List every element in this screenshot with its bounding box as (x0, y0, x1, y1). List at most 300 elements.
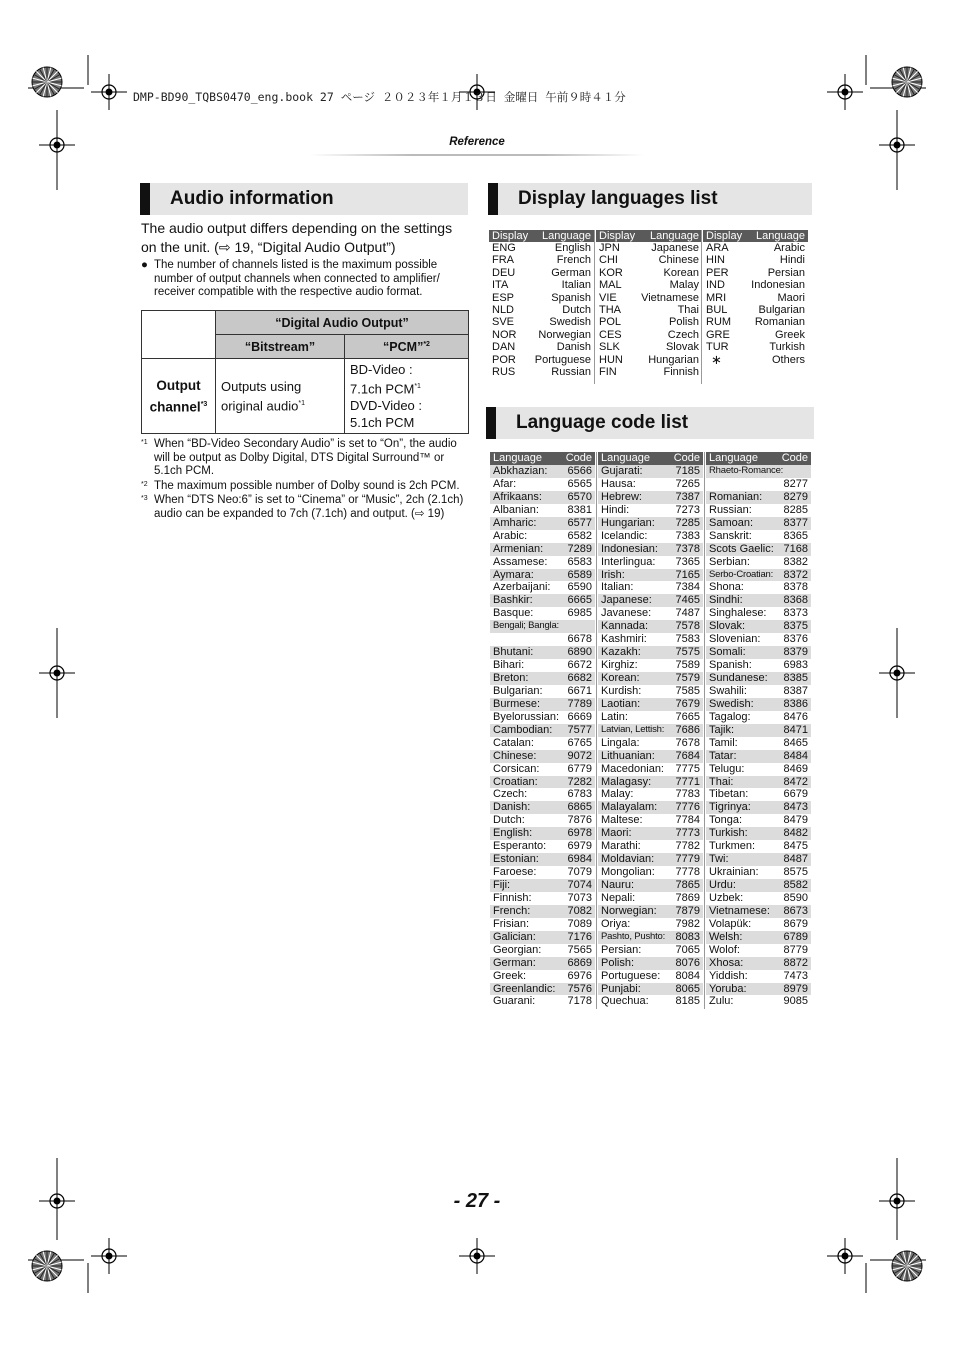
language-name: Breton: (493, 672, 529, 684)
display-code: FIN (599, 366, 617, 379)
language-code-row (598, 944, 703, 957)
language-code-row (490, 581, 595, 594)
language-code: 7583 (675, 633, 700, 646)
language-name: Twi: (709, 853, 729, 866)
language-code-row (598, 918, 703, 931)
language-code: 6983 (783, 659, 808, 672)
language-code: 8185 (675, 995, 700, 1008)
language-code-row (706, 763, 811, 776)
display-languages-column (703, 230, 808, 366)
language-code-row (598, 892, 703, 905)
display-languages-column (489, 230, 594, 378)
note-3-text: When “DTS Neo:6” is set to “Cinema” or “Music”, 2ch (2.1ch) audio can be expanded to 7ch (7.1ch) and output. (⇨ 19) (154, 494, 464, 520)
audio-output-table (141, 310, 469, 434)
language-name: Hausa: (601, 477, 636, 490)
display-code: ∗ (711, 351, 722, 367)
language-name: Norwegian: (601, 904, 657, 917)
language-name: Aymara: (493, 568, 534, 581)
language-code-row (598, 698, 703, 711)
language-code-row (490, 944, 595, 957)
display-language-row (489, 267, 594, 279)
language-code-row (706, 957, 811, 970)
language-code: 6671 (567, 684, 592, 697)
language-code: 7684 (675, 749, 700, 762)
language-code-row (490, 905, 595, 918)
pcm-label: “PCM” (383, 339, 424, 354)
language-name: Turkmen: (709, 840, 756, 853)
language-code-row (490, 698, 595, 711)
language-name: Gujarati: (601, 465, 643, 477)
language-code: 7678 (675, 736, 700, 749)
language-code-row (598, 853, 703, 866)
display-code: NOR (492, 328, 517, 341)
language-code-row (598, 607, 703, 620)
language-name: Samoan: (709, 516, 754, 529)
language-code-row (598, 776, 703, 789)
display-language-name: Others (771, 353, 805, 366)
section-reference: Reference (449, 136, 505, 148)
display-code: POR (492, 353, 516, 366)
language-code-row (706, 995, 811, 1008)
display-language-row (596, 242, 702, 254)
language-name: Turkish: (709, 827, 748, 840)
language-code: 6979 (567, 840, 592, 853)
display-code: IND (706, 279, 725, 292)
audio-notes (141, 438, 471, 522)
language-code-row (490, 504, 595, 517)
code-header-label: Code (781, 452, 808, 464)
language-code-column (598, 452, 703, 1008)
language-code: 8375 (783, 620, 808, 633)
language-name: Tatar: (709, 749, 737, 762)
language-code: 7487 (675, 607, 700, 620)
language-code: 8385 (783, 672, 808, 684)
language-code-row (706, 814, 811, 827)
language-code-column (706, 452, 811, 1008)
language-header-label: Language (709, 452, 758, 464)
display-language-row (703, 316, 808, 328)
language-code-row (490, 776, 595, 789)
note-3-mark: *3 (141, 495, 148, 503)
display-code: MAL (599, 279, 622, 292)
language-code: 7665 (675, 710, 700, 723)
display-language-name: Norwegian (538, 328, 591, 341)
language-name: Esperanto: (493, 840, 547, 853)
display-language-name: Thai (677, 304, 699, 317)
note-2 (141, 480, 471, 494)
language-code-row (598, 594, 703, 607)
display-language-name: Maori (777, 291, 805, 304)
language-code-row (490, 659, 595, 672)
language-code: 6783 (567, 788, 592, 801)
language-code: 8373 (783, 607, 808, 620)
language-code: 7079 (567, 866, 592, 879)
language-name: Byelorussian: (493, 710, 560, 723)
language-name: Thai: (709, 775, 734, 788)
language-name: Armenian: (493, 542, 544, 555)
language-code-row (598, 801, 703, 814)
language-code-row (490, 594, 595, 607)
language-code: 7771 (675, 775, 700, 788)
display-code: BUL (706, 304, 728, 317)
language-name: Ukrainian: (709, 866, 759, 879)
display-language-name: Spanish (551, 291, 591, 304)
language-name: Afar: (493, 477, 517, 490)
language-code: 8379 (783, 646, 808, 659)
language-name: Latvian, Lettish: (601, 723, 665, 735)
pcm-bd-sup: *1 (414, 383, 421, 390)
language-name: Malayalam: (601, 801, 658, 814)
display-language-row (703, 279, 808, 291)
language-name: Sundanese: (709, 672, 768, 684)
language-code-row (706, 944, 811, 957)
language-code: 7176 (567, 930, 592, 943)
language-name: Latin: (601, 710, 628, 723)
language-name: English: (493, 827, 533, 840)
language-code: 7365 (675, 555, 700, 568)
language-code-row (706, 724, 811, 737)
language-code-row (490, 478, 595, 491)
language-code-row (706, 517, 811, 530)
display-language-name: Italian (561, 279, 591, 292)
note-1-text: When “BD-Video Secondary Audio” is set to “On”, the audio will be output as Dolby Digital, DTS Digital Surround™ or 5.1ch PCM. (154, 438, 457, 478)
language-code: 6869 (567, 956, 592, 969)
color-wheel-icon (892, 67, 922, 97)
language-name: Bashkir: (493, 594, 533, 607)
display-language-name: Arabic (773, 242, 805, 254)
print-header: DMP-BD90_TQBS0470_eng.book 27 ページ ２０２３年１月１３日 金曜日 午前９時４１分 (133, 90, 626, 104)
language-name: Maltese: (601, 814, 643, 827)
language-code: 7265 (675, 477, 700, 490)
display-language-name: French (556, 254, 591, 267)
language-name: Kurdish: (601, 684, 642, 697)
language-name: Zulu: (709, 995, 734, 1008)
language-code: 8471 (783, 723, 808, 736)
language-code: 7285 (675, 516, 700, 529)
column-divider (701, 230, 702, 384)
language-code-row (706, 543, 811, 556)
display-code: RUS (492, 366, 516, 379)
language-name: Uzbek: (709, 891, 744, 904)
language-code: 7473 (783, 969, 808, 982)
language-name: Bulgarian: (493, 684, 543, 697)
language-name: Yoruba: (709, 982, 747, 995)
language-name: Azerbaijani: (493, 581, 551, 594)
display-language-name: Dutch (562, 304, 591, 317)
display-language-row (489, 341, 594, 353)
language-code: 8381 (567, 503, 592, 516)
language-code: 7282 (567, 775, 592, 788)
language-code: 8479 (783, 814, 808, 827)
language-code-row (598, 970, 703, 983)
language-name: Afrikaans: (493, 490, 542, 503)
display-language-row (703, 242, 808, 254)
display-code: VIE (599, 291, 617, 304)
language-name: Basque: (493, 607, 534, 620)
pcm-bd-value (350, 378, 463, 397)
language-name: Burmese: (493, 697, 541, 710)
language-code-row (598, 685, 703, 698)
language-name: Fiji: (493, 879, 511, 891)
display-language-row (489, 279, 594, 291)
language-code-row (490, 607, 595, 620)
language-code-row (490, 750, 595, 763)
display-code: ESP (492, 291, 515, 304)
language-code: 8590 (783, 891, 808, 904)
display-language-row (489, 329, 594, 341)
language-code-row (598, 517, 703, 530)
language-header-label: Language (601, 452, 650, 464)
language-name: Tonga: (709, 814, 743, 827)
language-code: 7383 (675, 529, 700, 542)
language-code-row (598, 879, 703, 892)
language-code: 7779 (675, 853, 700, 866)
display-code: POL (599, 316, 622, 329)
language-code: 8277 (783, 477, 808, 490)
language-code: 7784 (675, 814, 700, 827)
language-code: 6570 (567, 490, 592, 503)
language-name: Danish: (493, 801, 531, 814)
language-code-row (706, 788, 811, 801)
language-name: Hindi: (601, 503, 630, 516)
display-language-row (703, 354, 808, 366)
language-name: Javanese: (601, 607, 652, 620)
language-code: 8372 (783, 568, 808, 581)
note-2-mark: *2 (141, 480, 148, 488)
language-code: 7589 (675, 659, 700, 672)
display-language-row (596, 279, 702, 291)
audio-bullet (141, 259, 466, 300)
code-header-label: Code (565, 452, 592, 464)
language-code-row (706, 776, 811, 789)
note-3 (141, 494, 471, 521)
language-code-row (706, 866, 811, 879)
language-code-row (490, 827, 595, 840)
language-code: 7686 (675, 723, 700, 736)
language-code: 8084 (675, 969, 700, 982)
language-name: Amharic: (493, 516, 537, 529)
language-code: 6865 (567, 801, 592, 814)
language-code-row (490, 646, 595, 659)
language-code: 6565 (567, 477, 592, 490)
language-name: Frisian: (493, 917, 530, 930)
language-code-row (598, 478, 703, 491)
language-name: Malay: (601, 788, 634, 801)
language-column-header: Language (746, 230, 808, 242)
language-name: Volapük: (709, 917, 752, 930)
language-name: Lithuanian: (601, 749, 655, 762)
display-code: HUN (599, 353, 623, 366)
language-name: Interlingua: (601, 555, 656, 568)
language-name: Chinese: (493, 749, 537, 762)
language-name: Kannada: (601, 620, 649, 633)
display-language-name: English (554, 242, 591, 254)
language-name: Yiddish: (709, 969, 748, 982)
display-language-name: Romanian (754, 316, 805, 329)
display-language-row (703, 329, 808, 341)
display-language-name: Polish (669, 316, 699, 329)
language-name: Tibetan: (709, 788, 749, 801)
language-code-row (598, 646, 703, 659)
language-code-row (490, 814, 595, 827)
display-language-row (596, 354, 702, 366)
language-code: 7065 (675, 943, 700, 956)
digital-audio-output-header: “Digital Audio Output” (216, 311, 469, 335)
language-code: 8779 (783, 943, 808, 956)
language-code-row (490, 543, 595, 556)
language-name: Russian: (709, 503, 752, 516)
language-code-row (706, 931, 811, 944)
language-code-row (706, 737, 811, 750)
language-code-row (706, 853, 811, 866)
language-code-row (706, 685, 811, 698)
language-code: 6672 (567, 659, 592, 672)
language-name: Slovak: (709, 620, 746, 633)
display-code: FRA (492, 254, 514, 267)
color-wheel-icon (892, 1251, 922, 1281)
language-code: 8469 (783, 762, 808, 775)
color-wheel-icon (32, 67, 62, 97)
language-code-row (598, 672, 703, 685)
display-code: CHI (599, 254, 618, 267)
column-divider (596, 452, 597, 1009)
language-code: 7579 (675, 672, 700, 684)
language-code-row (706, 983, 811, 996)
language-code: 7879 (675, 904, 700, 917)
language-name: Shona: (709, 581, 744, 594)
display-language-row (489, 292, 594, 304)
language-code: 6582 (567, 529, 592, 542)
display-language-name: Portuguese (534, 353, 591, 366)
language-name: Wolof: (709, 943, 740, 956)
language-code-row (598, 659, 703, 672)
language-name: Assamese: (493, 555, 548, 568)
bullet-text: The number of channels listed is the maximum possible number of output channels when connected to amplifier/ receiver compatible with the respective audio format. (154, 259, 440, 299)
language-name: Vietnamese: (709, 904, 770, 917)
display-language-row (596, 304, 702, 316)
language-name: Greenlandic: (493, 982, 556, 995)
language-code: 7585 (675, 684, 700, 697)
language-name: Abkhazian: (493, 465, 548, 477)
color-wheel-icon (32, 1251, 62, 1281)
language-code-row (598, 581, 703, 594)
language-code-heading: Language code list (486, 407, 814, 439)
language-code: 6890 (567, 646, 592, 659)
language-name: Faroese: (493, 866, 537, 879)
language-code: 8083 (675, 930, 700, 943)
display-language-name: Danish (556, 341, 591, 354)
display-code: GRE (706, 328, 730, 341)
language-code: 8979 (783, 982, 808, 995)
language-name: Nepali: (601, 891, 636, 904)
display-code: PER (706, 266, 729, 279)
language-name: Portuguese: (601, 969, 661, 982)
language-name: Spanish: (709, 659, 752, 672)
language-code: 7289 (567, 542, 592, 555)
language-code-row (706, 646, 811, 659)
language-name: Dutch: (493, 814, 525, 827)
language-code: 6985 (567, 607, 592, 620)
pcm-bd-label: BD-Video : (350, 362, 413, 377)
language-name: Mongolian: (601, 866, 655, 879)
language-code-row (598, 827, 703, 840)
output-channel-label (142, 359, 216, 434)
language-code-header (490, 452, 595, 465)
language-code-row (706, 698, 811, 711)
language-name: Indonesian: (601, 542, 658, 555)
display-language-name: Korean (663, 266, 699, 279)
language-code-row (490, 983, 595, 996)
display-language-name: Greek (775, 328, 805, 341)
pcm-cell (345, 359, 469, 434)
language-code: 8673 (783, 904, 808, 917)
display-code: HIN (706, 254, 725, 267)
language-code-row (490, 737, 595, 750)
display-code: NLD (492, 304, 515, 317)
display-language-name: Persian (767, 266, 805, 279)
display-language-row (703, 267, 808, 279)
language-code: 8487 (783, 853, 808, 866)
language-name: Swahili: (709, 684, 747, 697)
display-code: ARA (706, 242, 729, 254)
display-column-header: Display (596, 230, 638, 242)
language-code-row (598, 814, 703, 827)
language-code: 8475 (783, 840, 808, 853)
language-name: Irish: (601, 568, 625, 581)
language-code: 7576 (567, 982, 592, 995)
language-code-row (706, 633, 811, 646)
language-name: Catalan: (493, 736, 534, 749)
language-code-row (598, 633, 703, 646)
language-name: Welsh: (709, 930, 743, 943)
language-code-row (490, 465, 595, 478)
display-language-row (703, 254, 808, 266)
language-code-row (490, 685, 595, 698)
language-code-row (706, 750, 811, 763)
language-code-row (706, 892, 811, 905)
language-code-row (490, 672, 595, 685)
language-code-row (598, 866, 703, 879)
language-code-row (706, 905, 811, 918)
language-name: Guarani: (493, 995, 536, 1008)
display-code: THA (599, 304, 621, 317)
language-code: 8575 (783, 866, 808, 879)
display-language-row (596, 366, 702, 378)
language-name: Tajik: (709, 723, 735, 736)
language-code: 8378 (783, 581, 808, 594)
bitstream-cell-text: Outputs using original audio (221, 379, 302, 414)
language-name: Serbo-Croatian: (709, 568, 774, 580)
language-code-row (598, 905, 703, 918)
corner-cell (142, 311, 216, 359)
language-code-row (706, 840, 811, 853)
language-code: 6984 (567, 853, 592, 866)
display-column-header: Display (703, 230, 746, 242)
language-code-row (706, 504, 811, 517)
language-code: 7165 (675, 568, 700, 581)
language-code-row (490, 892, 595, 905)
display-language-name: Turkish (769, 341, 805, 354)
language-code: 8582 (783, 879, 808, 891)
language-code-row (490, 763, 595, 776)
display-code: SVE (492, 316, 515, 329)
language-code: 7775 (675, 762, 700, 775)
display-language-row (489, 354, 594, 366)
language-name: Marathi: (601, 840, 641, 853)
language-code-row (490, 801, 595, 814)
display-language-row (596, 341, 702, 353)
language-code: 8382 (783, 555, 808, 568)
